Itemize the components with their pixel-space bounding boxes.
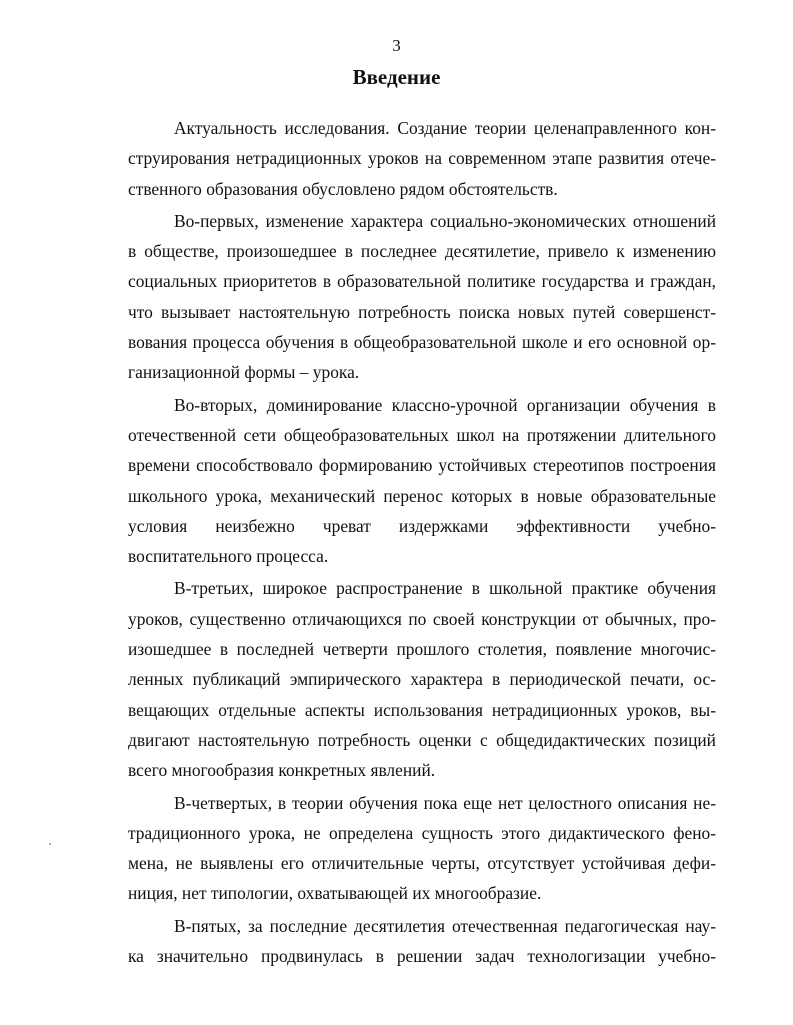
text-line: струирования нетрадиционных уроков на современном этапе развития отече- xyxy=(128,148,716,169)
text-line: вования процесса обучения в общеобразовательной школе и его основной ор- xyxy=(128,332,716,353)
text-line: вещающих отдельные аспекты использования нетрадиционных уроков, вы- xyxy=(128,699,716,720)
text-line: воспитательного процесса. xyxy=(128,546,329,567)
text-line: мена, не выявлены его отличительные черты, отсутствует устойчивая дефи- xyxy=(128,853,716,874)
text-line: изошедшее в последней четверти прошлого столетия, появление многочис- xyxy=(128,639,716,660)
text-line: отечественной сети общеобразовательных школ на протяжении длительного xyxy=(128,424,716,445)
text-line: школьного урока, механический перенос которых в новые образовательные xyxy=(128,485,716,506)
text-line: Во-вторых, доминирование классно-урочной организации обучения в xyxy=(174,394,716,415)
text-line: времени способствовало формированию устойчивых стереотипов построения xyxy=(128,455,716,476)
section-heading: Введение xyxy=(352,65,441,89)
text-line: Актуальность исследования. Создание теории целенаправленного кон- xyxy=(174,118,716,138)
text-line: В-четвертых, в теории обучения пока еще нет целостного описания не- xyxy=(174,792,716,813)
text-line: условия неизбежно чреват издержками эффективности учебно- xyxy=(128,515,716,536)
text-line: В-третьих, широкое распространение в школьной практике обучения xyxy=(174,578,716,599)
text-line: в обществе, произошедшее в последнее десятилетие, привело к изменению xyxy=(128,241,716,262)
text-line: ственного образования обусловлено рядом обстоятельств. xyxy=(128,178,558,199)
text-line: социальных приоритетов в образовательной политике государства и граждан, xyxy=(128,271,716,292)
page-number: 3 xyxy=(392,36,401,55)
text-line: ганизационной формы – урока. xyxy=(128,362,360,383)
text-line: ка значительно продвинулась в решении задач технологизации учебно- xyxy=(128,946,716,967)
text-line: ленных публикаций эмпирического характера в периодической печати, ос- xyxy=(128,669,716,690)
text-line: ниция, нет типологии, охватывающей их многообразие. xyxy=(128,883,542,904)
text-line: уроков, существенно отличающихся по своей конструкции от обычных, про- xyxy=(128,608,716,629)
body-text xyxy=(128,113,716,971)
text-line: традиционного урока, не определена сущность этого дидактического фено- xyxy=(128,822,716,843)
text-line: двигают настоятельную потребность оценки с общедидактических позиций xyxy=(128,729,716,750)
text-line: всего многообразия конкретных явлений. xyxy=(128,760,436,781)
text-line: Во-первых, изменение характера социально-экономических отношений xyxy=(174,210,716,231)
text-line: В-пятых, за последние десятилетия отечественная педагогическая нау- xyxy=(174,915,716,936)
text-line: что вызывает настоятельную потребность поиска новых путей совершенст- xyxy=(128,301,716,322)
scan-speck xyxy=(49,843,51,845)
